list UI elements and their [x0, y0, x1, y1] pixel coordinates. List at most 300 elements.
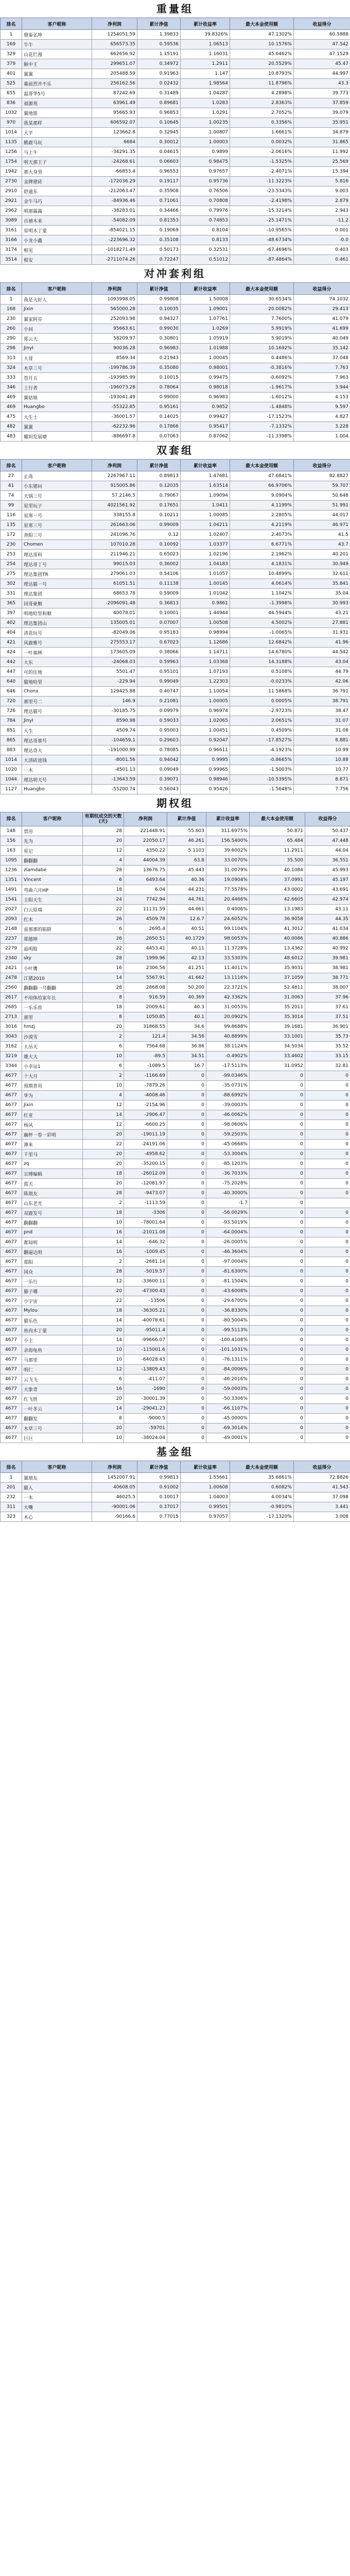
value-cell: -1690: [124, 1384, 167, 1394]
ranking-section: [0, 265, 350, 442]
table-row: [1, 677, 350, 687]
nickname-cell: 先为: [22, 836, 83, 846]
rank-cell: 2279: [1, 944, 22, 954]
column-header: 客户昵称: [22, 18, 92, 30]
value-cell: 1.004: [294, 432, 350, 442]
ranking-section: [0, 0, 350, 265]
value-cell: 11.992: [294, 147, 350, 157]
rank-cell: 646: [1, 687, 22, 697]
value-cell: 22.3721%: [206, 983, 250, 993]
value-cell: 95665.93: [92, 108, 137, 118]
table-row: [1, 924, 350, 934]
value-cell: 24: [83, 895, 124, 905]
value-cell: 0.50173: [137, 245, 181, 255]
value-cell: -64.0004%: [206, 1228, 250, 1238]
value-cell: 0.96853: [137, 108, 181, 118]
value-cell: -1089.5: [124, 1061, 167, 1071]
rank-cell: 3344: [1, 1061, 22, 1071]
value-cell: 1.04183: [181, 560, 230, 569]
ranking-section: [0, 794, 350, 1443]
value-cell: 37.0991: [250, 875, 305, 885]
value-cell: 2.879: [294, 196, 350, 206]
value-cell: 47.448: [305, 836, 350, 846]
value-cell: 44004.39: [124, 856, 167, 866]
rank-cell: 3016: [1, 1022, 22, 1032]
value-cell: 2.1962%: [230, 550, 294, 560]
value-cell: 4.153: [294, 393, 350, 402]
value-cell: -76.1311%: [206, 1355, 250, 1365]
value-cell: 10: [83, 1355, 124, 1365]
value-cell: 0.07063: [137, 432, 181, 442]
value-cell: 44.997: [294, 69, 350, 79]
value-cell: 5501.47: [92, 667, 137, 677]
value-cell: 40078.01: [92, 608, 137, 618]
value-cell: 0: [250, 1091, 305, 1100]
table-row: [1, 550, 350, 560]
nickname-cell: 翼朋友: [22, 1473, 92, 1483]
nickname-cell: 红飞铁: [22, 1394, 83, 1404]
value-cell: 2: [83, 1071, 124, 1081]
value-cell: 44.04: [305, 846, 350, 856]
table-row: [1, 491, 350, 501]
value-cell: 0.78064: [137, 383, 181, 393]
value-cell: 1.0283: [181, 98, 230, 108]
value-cell: 18: [83, 1169, 124, 1179]
value-cell: 1.03377: [181, 540, 230, 550]
table-row: [1, 1335, 350, 1345]
rank-cell: 4677: [1, 1100, 22, 1110]
rank-cell: 402: [1, 618, 22, 628]
rank-cell: 163: [1, 846, 22, 856]
value-cell: -2681.14: [124, 1257, 167, 1267]
value-cell: 0.59009: [137, 589, 181, 599]
value-cell: 12: [83, 1277, 124, 1286]
value-cell: 1.0291: [181, 108, 230, 118]
value-cell: 0: [305, 1286, 350, 1296]
nickname-cell: 猫人: [22, 1483, 92, 1493]
rank-cell: 3166: [1, 235, 22, 245]
value-cell: 0: [167, 1159, 206, 1169]
table-row: [1, 569, 350, 579]
table-header-row: [1, 1461, 350, 1473]
value-cell: 42.3362%: [206, 993, 250, 1003]
value-cell: 279061.03: [92, 569, 137, 579]
value-cell: 10.1692%: [230, 344, 294, 353]
value-cell: 25.569: [294, 157, 350, 167]
nickname-cell: 那大身里: [22, 167, 92, 177]
table-row: [1, 363, 350, 373]
value-cell: 22: [83, 905, 124, 914]
value-cell: 12: [83, 1100, 124, 1110]
value-cell: 46.971: [294, 520, 350, 530]
value-cell: -7879.26: [124, 1081, 167, 1091]
value-cell: 35.3014: [250, 1012, 305, 1022]
table-row: [1, 826, 350, 836]
nickname-cell: 理达哥科: [22, 550, 92, 560]
column-header: 客户昵称: [22, 812, 83, 826]
value-cell: 99.8688%: [206, 1022, 250, 1032]
value-cell: 1.00807: [181, 128, 230, 138]
value-cell: 0.95161: [137, 402, 181, 412]
value-cell: 0.29603: [137, 736, 181, 745]
rank-cell: 1236: [1, 866, 22, 875]
value-cell: 65.484: [250, 836, 305, 846]
value-cell: 1.14711: [181, 648, 230, 657]
rank-cell: 302: [1, 579, 22, 589]
column-header: 排名: [1, 18, 22, 30]
value-cell: -64028.43: [124, 1355, 167, 1365]
value-cell: -36305.21: [124, 1306, 167, 1316]
rank-cell: 4677: [1, 1081, 22, 1091]
rank-cell: 2237: [1, 934, 22, 944]
value-cell: 99.1104%: [206, 924, 250, 934]
value-cell: 10: [83, 1052, 124, 1061]
value-cell: -23.5343%: [230, 187, 294, 196]
value-cell: 0.79067: [137, 491, 181, 501]
table-row: [1, 98, 350, 108]
value-cell: 18: [83, 1208, 124, 1218]
table-row: [1, 69, 350, 79]
ranking-table: [0, 282, 350, 442]
table-row: [1, 1316, 350, 1326]
value-cell: 59.707: [294, 481, 350, 491]
value-cell: -13506: [124, 1296, 167, 1306]
table-row: [1, 983, 350, 993]
rank-cell: 2027: [1, 905, 22, 914]
rank-cell: 4677: [1, 1345, 22, 1355]
value-cell: -1113.59: [124, 1198, 167, 1208]
value-cell: -29.6700%: [206, 1296, 250, 1306]
value-cell: 37.098: [294, 1493, 350, 1502]
value-cell: 0.36002: [137, 560, 181, 569]
value-cell: 0.95426: [181, 785, 230, 794]
table-row: [1, 30, 350, 40]
value-cell: 0: [305, 1130, 350, 1140]
value-cell: 0: [305, 1414, 350, 1423]
value-cell: -36001.57: [92, 412, 137, 422]
value-cell: 16: [83, 1247, 124, 1257]
table-row: [1, 846, 350, 856]
value-cell: 0: [250, 1414, 305, 1423]
value-cell: 46025.5: [92, 1493, 137, 1502]
value-cell: 0.30801: [137, 334, 181, 344]
value-cell: 37.1059: [250, 973, 305, 983]
table-row: [1, 1228, 350, 1238]
value-cell: 0: [167, 1296, 206, 1306]
nickname-cell: 江猪2010: [22, 973, 83, 983]
value-cell: 0.35080: [137, 363, 181, 373]
value-cell: 35.500: [250, 856, 305, 866]
table-row: [1, 157, 350, 167]
value-cell: 2.943: [294, 206, 350, 216]
value-cell: 4509.74: [92, 726, 137, 736]
rank-cell: 1351: [1, 875, 22, 885]
value-cell: 14: [83, 1404, 124, 1414]
nickname-cell: 马上牛: [22, 147, 92, 157]
column-header: 最大本金使用额: [230, 460, 294, 471]
nickname-cell: 翻翻翻一号翻翻: [22, 983, 83, 993]
nickname-cell: 双鹿发号: [22, 1208, 83, 1218]
value-cell: 0.98018: [181, 383, 230, 393]
value-cell: 47.6841%: [230, 471, 294, 481]
rank-cell: 4677: [1, 1140, 22, 1149]
value-cell: 0: [250, 1247, 305, 1257]
value-cell: 34.879: [294, 128, 350, 138]
rank-cell: 1541: [1, 895, 22, 905]
rank-cell: 116: [1, 511, 22, 520]
value-cell: -40.3000%: [206, 1189, 250, 1198]
value-cell: 1.00005: [181, 697, 230, 706]
rank-cell: 4677: [1, 1091, 22, 1100]
value-cell: 38.981: [305, 963, 350, 973]
nickname-cell: 耀玥发展塘: [22, 432, 92, 442]
nickname-cell: 理达集团: [22, 589, 92, 599]
value-cell: 0.4006%: [206, 905, 250, 914]
nickname-cell: 巨巨: [22, 1433, 83, 1443]
value-cell: -1166.69: [124, 1071, 167, 1081]
value-cell: 0.461: [294, 255, 350, 265]
value-cell: 0.09979: [137, 706, 181, 716]
nickname-cell: 理达明天号: [22, 775, 92, 785]
value-cell: 0.65023: [137, 550, 181, 560]
value-cell: -17.5113%: [206, 1061, 250, 1071]
rank-cell: 4677: [1, 1110, 22, 1120]
value-cell: 0.39071: [137, 775, 181, 785]
ranking-section: [0, 442, 350, 794]
nickname-cell: 星寒三号: [22, 520, 92, 530]
value-cell: 0: [305, 1423, 350, 1433]
value-cell: 0: [305, 1326, 350, 1335]
value-cell: -56.0029%: [206, 1208, 250, 1218]
value-cell: 36.551: [305, 856, 350, 866]
value-cell: 6: [83, 1375, 124, 1384]
value-cell: 18: [83, 1003, 124, 1012]
rank-cell: 4677: [1, 1384, 22, 1394]
value-cell: 0: [250, 1306, 305, 1316]
value-cell: 0.30012: [137, 138, 181, 147]
column-header: 收益得分: [294, 18, 350, 30]
column-header: 客户昵称: [22, 283, 92, 295]
value-cell: 4: [83, 1091, 124, 1100]
value-cell: 26: [83, 934, 124, 944]
column-header: 累计净值: [167, 812, 206, 826]
value-cell: 42.6605: [250, 895, 305, 905]
value-cell: 20: [83, 1326, 124, 1335]
value-cell: 39.8326%: [181, 30, 230, 40]
value-cell: -90001.06: [92, 1502, 137, 1512]
column-header: 累计收益率: [181, 1461, 230, 1473]
value-cell: 20: [83, 1159, 124, 1169]
table-row: [1, 167, 350, 177]
rank-cell: 4677: [1, 1365, 22, 1375]
value-cell: 0: [305, 1149, 350, 1159]
rank-cell: 1135: [1, 138, 22, 147]
value-cell: 34.6: [167, 1022, 206, 1032]
value-cell: 0: [250, 1228, 305, 1238]
table-row: [1, 187, 350, 196]
rank-cell: 4677: [1, 1394, 22, 1404]
rank-cell: 4677: [1, 1189, 22, 1198]
value-cell: 0.72247: [137, 255, 181, 265]
rank-cell: 230: [1, 314, 22, 324]
table-row: [1, 1277, 350, 1286]
column-header: 有期权成交的天数(天): [83, 812, 124, 826]
value-cell: 0: [250, 1296, 305, 1306]
rank-cell: 4677: [1, 1277, 22, 1286]
value-cell: -7.1332%: [230, 422, 294, 432]
value-cell: 50.871: [250, 826, 305, 836]
value-cell: -2.4071%: [230, 167, 294, 177]
value-cell: 211946.21: [92, 550, 137, 560]
value-cell: -1.5003%: [230, 765, 294, 775]
table-row: [1, 667, 350, 677]
table-row: [1, 963, 350, 973]
table-row: [1, 1375, 350, 1384]
nickname-cell: 红木: [22, 914, 83, 924]
value-cell: 0.96611: [181, 745, 230, 755]
table-row: [1, 885, 350, 895]
rank-cell: 720: [1, 697, 22, 706]
nickname-cell: 木草三号: [22, 1423, 83, 1433]
table-row: [1, 216, 350, 226]
value-cell: 44.661: [167, 905, 206, 914]
table-row: [1, 1238, 350, 1247]
table-row: [1, 383, 350, 393]
value-cell: 915005.86: [92, 481, 137, 491]
nickname-cell: 翻逼达明: [22, 1247, 83, 1257]
table-row: [1, 540, 350, 550]
value-cell: 5.816: [294, 177, 350, 187]
value-cell: 0.07007: [137, 618, 181, 628]
value-cell: 0.11138: [137, 579, 181, 589]
value-cell: 0.97657: [181, 167, 230, 177]
table-row: [1, 79, 350, 89]
value-cell: 32.81: [305, 1061, 350, 1071]
nickname-cell: zq: [22, 1159, 83, 1169]
value-cell: 0: [167, 1071, 206, 1081]
value-cell: 16: [83, 963, 124, 973]
value-cell: 146.9: [92, 697, 137, 706]
value-cell: 7742.94: [124, 895, 167, 905]
value-cell: 0: [167, 1081, 206, 1091]
value-cell: 2009.61: [124, 1003, 167, 1012]
value-cell: -104659.1: [92, 736, 137, 745]
value-cell: 2.0651%: [230, 716, 294, 726]
value-cell: 44.231: [167, 885, 206, 895]
table-row: [1, 520, 350, 530]
nickname-cell: Mylou: [22, 1306, 83, 1316]
nickname-cell: 猴中王: [22, 59, 92, 69]
value-cell: -69.3014%: [206, 1423, 250, 1433]
value-cell: 5567.91: [124, 973, 167, 983]
nickname-cell: 一叶福林: [22, 648, 92, 657]
value-cell: 0: [305, 1110, 350, 1120]
value-cell: -84.0006%: [206, 1365, 250, 1375]
value-cell: 6684: [92, 138, 137, 147]
value-cell: 0: [305, 1100, 350, 1110]
column-header: 净利润: [124, 812, 167, 826]
value-cell: 2: [83, 1032, 124, 1042]
value-cell: 7.963: [294, 373, 350, 383]
section-title: 期权组: [156, 797, 194, 809]
value-cell: 4.827: [294, 412, 350, 422]
value-cell: 0.98001: [181, 363, 230, 373]
nickname-cell: 雷那那的陷阱: [22, 924, 83, 934]
rank-cell: 4677: [1, 1414, 22, 1423]
value-cell: 11.5868%: [230, 687, 294, 697]
rank-cell: 442: [1, 657, 22, 667]
nickname-cell: 雄大大: [22, 1052, 83, 1061]
value-cell: 28: [83, 1267, 124, 1277]
value-cell: -9000.5: [124, 1414, 167, 1423]
table-row: [1, 836, 350, 846]
rank-cell: 1014: [1, 128, 22, 138]
nickname-cell: zlamdabe: [22, 866, 83, 875]
nickname-cell: sky: [22, 954, 83, 963]
value-cell: 41.5: [294, 530, 350, 540]
value-cell: 43.21: [294, 608, 350, 618]
value-cell: 0.51012: [181, 255, 230, 265]
value-cell: 42.974: [305, 895, 350, 905]
value-cell: 35.951: [294, 118, 350, 128]
rank-cell: 421: [1, 638, 22, 648]
value-cell: 173605.09: [92, 648, 137, 657]
value-cell: 3.944: [294, 383, 350, 393]
value-cell: 0.78085: [137, 745, 181, 755]
value-cell: 20: [83, 1423, 124, 1433]
value-cell: -88.6992%: [206, 1091, 250, 1100]
value-cell: 0: [250, 1316, 305, 1326]
section-title: 双套组: [156, 444, 194, 456]
value-cell: -75.2028%: [206, 1179, 250, 1189]
value-cell: 38.007: [305, 983, 350, 993]
value-cell: 1.98564: [181, 79, 230, 89]
value-cell: -2.0616%: [230, 147, 294, 157]
value-cell: 0.35908: [137, 187, 181, 196]
value-cell: 4.1199%: [230, 501, 294, 511]
rank-cell: 4677: [1, 1423, 22, 1433]
value-cell: 39.981: [305, 954, 350, 963]
nickname-cell: 大嘴: [22, 1502, 92, 1512]
value-cell: 0: [167, 1169, 206, 1179]
value-cell: 31.0053%: [206, 1003, 250, 1012]
rank-cell: 254: [1, 560, 22, 569]
value-cell: -54082.09: [92, 216, 137, 226]
value-cell: 1.6661%: [230, 128, 294, 138]
value-cell: 1.44944: [181, 608, 230, 618]
value-cell: -1.0065%: [230, 628, 294, 638]
value-cell: 0: [250, 1081, 305, 1091]
value-cell: 50.648: [294, 491, 350, 501]
value-cell: 11.4011%: [206, 963, 250, 973]
table-row: [1, 638, 350, 648]
value-cell: 0.09049: [137, 765, 181, 775]
nickname-cell: 小宇宙: [22, 1296, 83, 1306]
value-cell: 58209.97: [92, 334, 137, 344]
nickname-cell: 幽杯一卷一彩明: [22, 1130, 83, 1140]
value-cell: 57.2146.5: [92, 491, 137, 501]
value-cell: 0: [167, 1267, 206, 1277]
value-cell: 1.0411: [181, 501, 230, 511]
rank-cell: 230: [1, 540, 22, 550]
value-cell: 13676.75: [124, 866, 167, 875]
value-cell: 98.0053%: [206, 934, 250, 944]
value-cell: 41.543: [294, 1483, 350, 1493]
value-cell: 12.6.7: [167, 914, 206, 924]
value-cell: -59701: [124, 1423, 167, 1433]
value-cell: 0: [250, 1394, 305, 1404]
rank-cell: 313: [1, 353, 22, 363]
